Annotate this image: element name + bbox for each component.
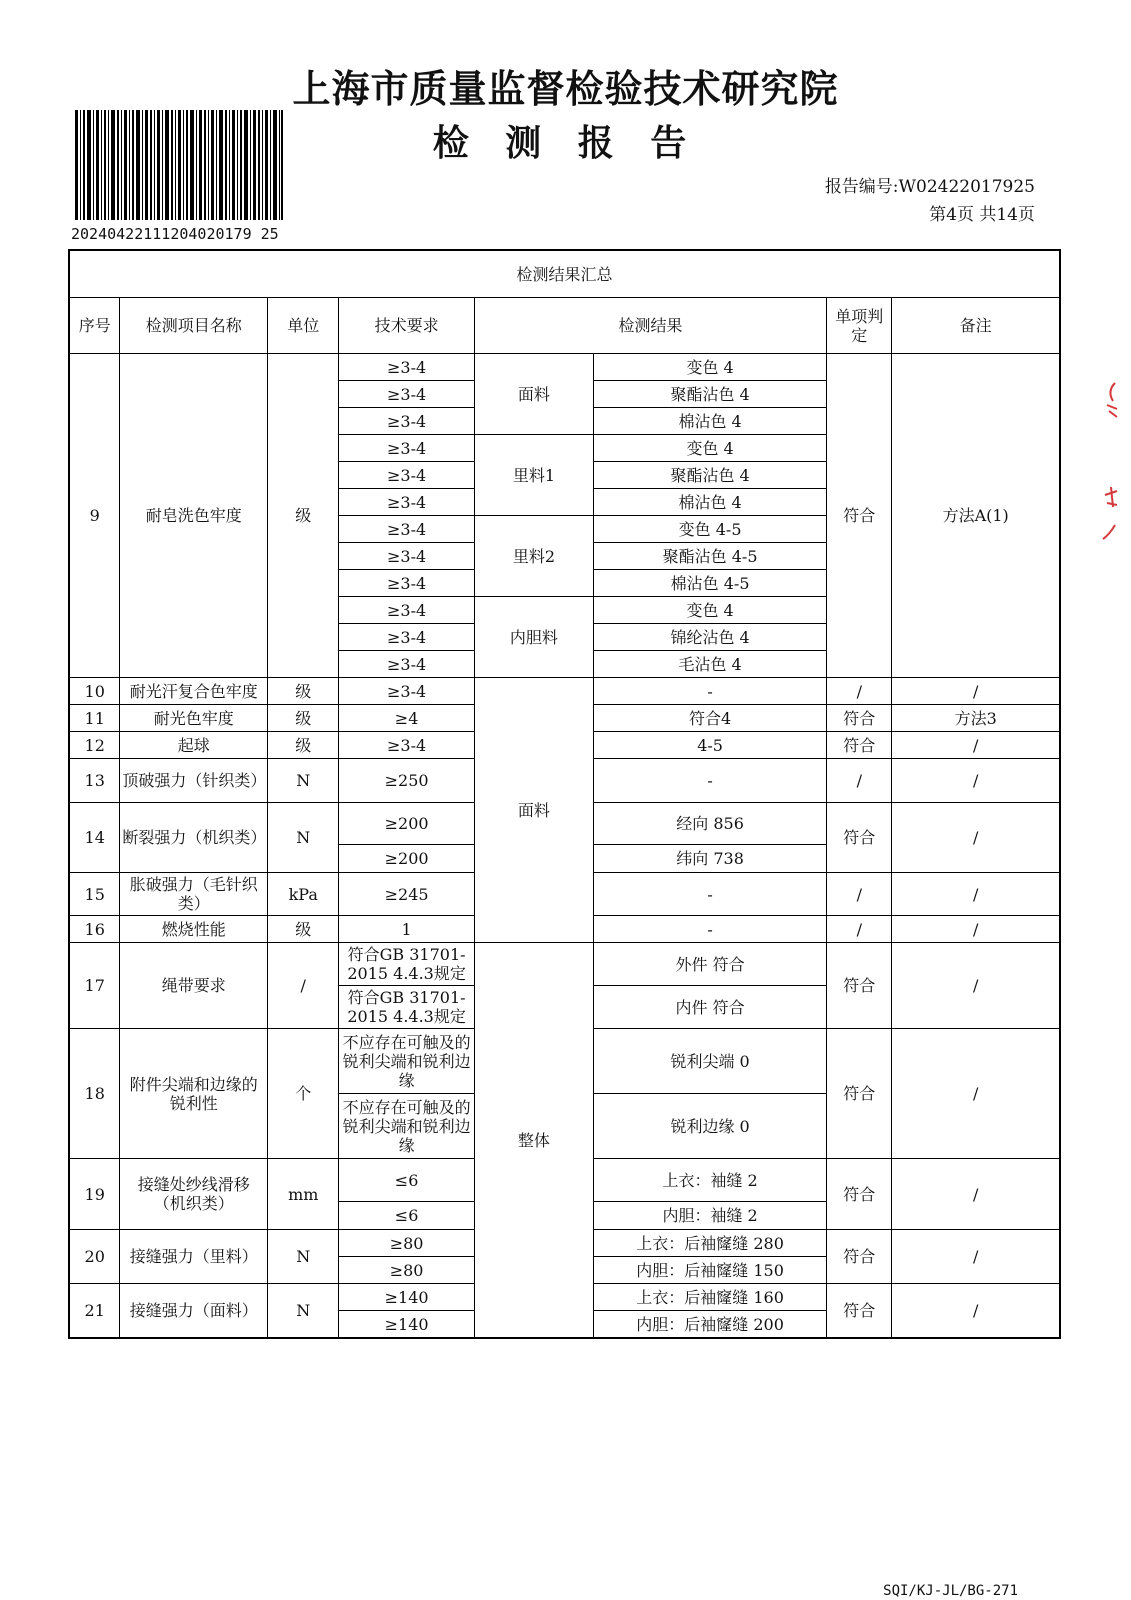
row11-result: 符合4 bbox=[593, 705, 826, 732]
org-name: 上海市质量监督检验技术研究院 bbox=[292, 67, 839, 111]
footer-code: SQI/KJ-JL/BG-271 bbox=[883, 1583, 1018, 1599]
row9-remark: 方法A(1) bbox=[892, 354, 1060, 678]
row12-remark: / bbox=[892, 732, 1060, 759]
row15-result: - bbox=[593, 873, 826, 916]
row15-no: 15 bbox=[69, 873, 120, 916]
row21-req: ≥140 bbox=[339, 1284, 474, 1311]
row16-judge: / bbox=[827, 916, 892, 943]
row9-no: 9 bbox=[69, 354, 120, 678]
row9-req: ≥3-4 bbox=[339, 381, 474, 408]
row9-judge: 符合 bbox=[827, 354, 892, 678]
row9-req: ≥3-4 bbox=[339, 597, 474, 624]
row20-item: 接缝强力（里料） bbox=[120, 1230, 268, 1284]
row10-item: 耐光汗复合色牢度 bbox=[120, 678, 268, 705]
row16-result: - bbox=[593, 916, 826, 943]
table-title: 检测结果汇总 bbox=[69, 250, 1060, 298]
row9-item: 耐皂洗色牢度 bbox=[120, 354, 268, 678]
row9-group: 内胆料 bbox=[474, 597, 593, 678]
row20-result: 内胆：后袖窿缝 150 bbox=[593, 1257, 826, 1284]
row12-req: ≥3-4 bbox=[339, 732, 474, 759]
row13-req: ≥250 bbox=[339, 759, 474, 803]
report-number: 报告编号:W02422017925 bbox=[824, 177, 1035, 197]
row19-req: ≤6 bbox=[339, 1202, 474, 1230]
part-face: 面料 bbox=[474, 678, 593, 943]
results-table bbox=[68, 249, 1061, 1339]
row11-no: 11 bbox=[69, 705, 120, 732]
row13-unit: N bbox=[268, 759, 339, 803]
row9-result: 聚酯沾色 4 bbox=[593, 381, 826, 408]
row21-remark: / bbox=[892, 1284, 1060, 1339]
row17-result: 外件 符合 bbox=[593, 943, 826, 986]
row16-no: 16 bbox=[69, 916, 120, 943]
row18-result: 锐利边缘 0 bbox=[593, 1094, 826, 1159]
row20-req: ≥80 bbox=[339, 1230, 474, 1257]
row9-req: ≥3-4 bbox=[339, 462, 474, 489]
row9-result: 变色 4-5 bbox=[593, 516, 826, 543]
row9-group: 面料 bbox=[474, 354, 593, 435]
row18-req: 不应存在可触及的锐利尖端和锐利边缘 bbox=[339, 1029, 474, 1094]
row13-result: - bbox=[593, 759, 826, 803]
stamp-icon bbox=[1093, 375, 1131, 555]
row12-no: 12 bbox=[69, 732, 120, 759]
col-seq: 序号 bbox=[69, 298, 120, 354]
row9-result: 棉沾色 4-5 bbox=[593, 570, 826, 597]
row19-result: 内胆：袖缝 2 bbox=[593, 1202, 826, 1230]
col-item: 检测项目名称 bbox=[120, 298, 268, 354]
barcode-number: 20240422111204020179 25 bbox=[71, 225, 279, 243]
row15-remark: / bbox=[892, 873, 1060, 916]
row13-remark: / bbox=[892, 759, 1060, 803]
row14-result: 经向 856 bbox=[593, 803, 826, 845]
row20-unit: N bbox=[268, 1230, 339, 1284]
row9-req: ≥3-4 bbox=[339, 435, 474, 462]
col-remark: 备注 bbox=[892, 298, 1060, 354]
row16-remark: / bbox=[892, 916, 1060, 943]
row11-req: ≥4 bbox=[339, 705, 474, 732]
row11-judge: 符合 bbox=[827, 705, 892, 732]
row15-judge: / bbox=[827, 873, 892, 916]
row9-req: ≥3-4 bbox=[339, 516, 474, 543]
row11-item: 耐光色牢度 bbox=[120, 705, 268, 732]
row19-result: 上衣：袖缝 2 bbox=[593, 1159, 826, 1202]
row9-group: 里料1 bbox=[474, 435, 593, 516]
row11-unit: 级 bbox=[268, 705, 339, 732]
row16-req: 1 bbox=[339, 916, 474, 943]
row9-req: ≥3-4 bbox=[339, 651, 474, 678]
row18-item: 附件尖端和边缘的锐利性 bbox=[120, 1029, 268, 1159]
row19-judge: 符合 bbox=[827, 1159, 892, 1230]
row9-req: ≥3-4 bbox=[339, 354, 474, 381]
row17-remark: / bbox=[892, 943, 1060, 1029]
row16-item: 燃烧性能 bbox=[120, 916, 268, 943]
row9-req: ≥3-4 bbox=[339, 624, 474, 651]
row17-req: 符合GB 31701-2015 4.4.3规定 bbox=[339, 986, 474, 1029]
page-info: 第4页 共14页 bbox=[929, 205, 1035, 225]
row14-req: ≥200 bbox=[339, 845, 474, 873]
row9-result: 聚酯沾色 4 bbox=[593, 462, 826, 489]
row17-req: 符合GB 31701-2015 4.4.3规定 bbox=[339, 943, 474, 986]
row20-req: ≥80 bbox=[339, 1257, 474, 1284]
row15-item: 胀破强力（毛针织类） bbox=[120, 873, 268, 916]
row21-no: 21 bbox=[69, 1284, 120, 1339]
row21-judge: 符合 bbox=[827, 1284, 892, 1339]
row14-judge: 符合 bbox=[827, 803, 892, 873]
row21-req: ≥140 bbox=[339, 1311, 474, 1339]
row21-unit: N bbox=[268, 1284, 339, 1339]
row19-unit: mm bbox=[268, 1159, 339, 1230]
row9-group: 里料2 bbox=[474, 516, 593, 597]
row10-judge: / bbox=[827, 678, 892, 705]
row14-no: 14 bbox=[69, 803, 120, 873]
row15-req: ≥245 bbox=[339, 873, 474, 916]
row19-remark: / bbox=[892, 1159, 1060, 1230]
row19-no: 19 bbox=[69, 1159, 120, 1230]
row21-item: 接缝强力（面料） bbox=[120, 1284, 268, 1339]
row18-req: 不应存在可触及的锐利尖端和锐利边缘 bbox=[339, 1094, 474, 1159]
row19-req: ≤6 bbox=[339, 1159, 474, 1202]
row17-unit: / bbox=[268, 943, 339, 1029]
row9-result: 聚酯沾色 4-5 bbox=[593, 543, 826, 570]
col-unit: 单位 bbox=[268, 298, 339, 354]
row10-result: - bbox=[593, 678, 826, 705]
row9-result: 变色 4 bbox=[593, 435, 826, 462]
row9-req: ≥3-4 bbox=[339, 543, 474, 570]
row15-unit: kPa bbox=[268, 873, 339, 916]
row13-no: 13 bbox=[69, 759, 120, 803]
row14-result: 纬向 738 bbox=[593, 845, 826, 873]
part-whole: 整体 bbox=[474, 943, 593, 1339]
row9-result: 棉沾色 4 bbox=[593, 489, 826, 516]
row9-unit: 级 bbox=[268, 354, 339, 678]
row17-judge: 符合 bbox=[827, 943, 892, 1029]
row13-item: 顶破强力（针织类） bbox=[120, 759, 268, 803]
row9-req: ≥3-4 bbox=[339, 408, 474, 435]
row13-judge: / bbox=[827, 759, 892, 803]
row9-req: ≥3-4 bbox=[339, 489, 474, 516]
row12-item: 起球 bbox=[120, 732, 268, 759]
row14-req: ≥200 bbox=[339, 803, 474, 845]
row17-no: 17 bbox=[69, 943, 120, 1029]
row20-judge: 符合 bbox=[827, 1230, 892, 1284]
row18-no: 18 bbox=[69, 1029, 120, 1159]
row21-result: 内胆：后袖窿缝 200 bbox=[593, 1311, 826, 1339]
row12-result: 4-5 bbox=[593, 732, 826, 759]
row12-unit: 级 bbox=[268, 732, 339, 759]
row17-item: 绳带要求 bbox=[120, 943, 268, 1029]
row18-result: 锐利尖端 0 bbox=[593, 1029, 826, 1094]
row18-remark: / bbox=[892, 1029, 1060, 1159]
row9-req: ≥3-4 bbox=[339, 570, 474, 597]
row12-judge: 符合 bbox=[827, 732, 892, 759]
row14-item: 断裂强力（机织类） bbox=[120, 803, 268, 873]
col-result: 检测结果 bbox=[474, 298, 826, 354]
row20-remark: / bbox=[892, 1230, 1060, 1284]
row10-no: 10 bbox=[69, 678, 120, 705]
row9-result: 毛沾色 4 bbox=[593, 651, 826, 678]
row14-unit: N bbox=[268, 803, 339, 873]
row9-result: 锦纶沾色 4 bbox=[593, 624, 826, 651]
row18-unit: 个 bbox=[268, 1029, 339, 1159]
col-judge: 单项判定 bbox=[827, 298, 892, 354]
row20-result: 上衣：后袖窿缝 280 bbox=[593, 1230, 826, 1257]
doc-title: 检 测 报 告 bbox=[432, 123, 699, 164]
row17-result: 内件 符合 bbox=[593, 986, 826, 1029]
row14-remark: / bbox=[892, 803, 1060, 873]
row20-no: 20 bbox=[69, 1230, 120, 1284]
row9-result: 变色 4 bbox=[593, 597, 826, 624]
row11-remark: 方法3 bbox=[892, 705, 1060, 732]
row9-result: 变色 4 bbox=[593, 354, 826, 381]
row10-unit: 级 bbox=[268, 678, 339, 705]
row10-remark: / bbox=[892, 678, 1060, 705]
row16-unit: 级 bbox=[268, 916, 339, 943]
col-req: 技术要求 bbox=[339, 298, 474, 354]
row19-item: 接缝处纱线滑移（机织类） bbox=[120, 1159, 268, 1230]
barcode-icon bbox=[75, 110, 283, 220]
row18-judge: 符合 bbox=[827, 1029, 892, 1159]
row10-req: ≥3-4 bbox=[339, 678, 474, 705]
row21-result: 上衣：后袖窿缝 160 bbox=[593, 1284, 826, 1311]
row9-result: 棉沾色 4 bbox=[593, 408, 826, 435]
